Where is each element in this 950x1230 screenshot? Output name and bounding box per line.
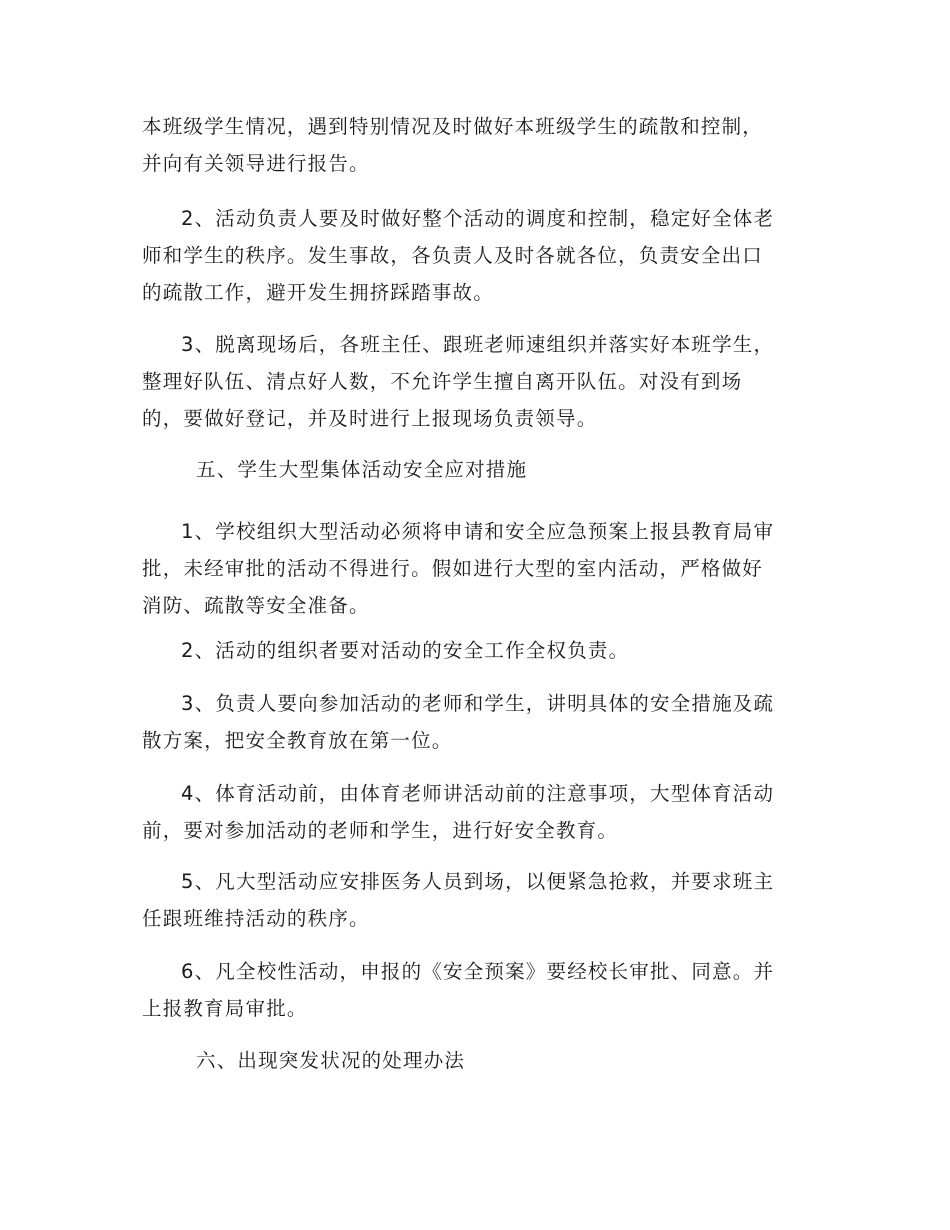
paragraph-5-3: [142, 685, 812, 759]
text-line: 批，未经审批的活动不得进行。假如进行大型的室内活动，严格做好: [142, 557, 764, 580]
text-line: 3、负责人要向参加活动的老师和学生，讲明具体的安全措施及疏: [181, 692, 775, 715]
text-line: 任跟班维持活动的秩序。: [142, 907, 370, 930]
text-line: 5、凡大型活动应安排医务人员到场，以便紧急抢救，并要求班主: [181, 870, 775, 893]
text-line: 整理好队伍、清点好人数，不允许学生擅自离开队伍。对没有到场: [142, 370, 743, 393]
paragraph-item-2: [142, 200, 812, 311]
paragraph-5-5: [142, 863, 812, 937]
heading-text: 五、学生大型集体活动安全应对措施: [196, 458, 528, 481]
text-line: 2、活动负责人要及时做好整个活动的调度和控制，稳定好全体老: [181, 207, 775, 230]
text-line: 4、体育活动前，由体育老师讲活动前的注意事项，大型体育活动: [181, 782, 775, 805]
text-line: 上报教育局审批。: [142, 997, 308, 1020]
paragraph-5-2: [142, 632, 812, 669]
text-line: 的，要做好登记，并及时进行上报现场负责领导。: [142, 407, 598, 430]
text-line: 2、活动的组织者要对活动的安全工作全权负责。: [181, 639, 630, 662]
section-heading-6: [142, 1042, 812, 1079]
section-heading-5: [142, 451, 812, 488]
paragraph-item-3: [142, 326, 812, 437]
text-line: 前，要对参加活动的老师和学生，进行好安全教育。: [142, 819, 619, 842]
text-line: 3、脱离现场后，各班主任、跟班老师速组织并落实好本班学生，: [181, 333, 775, 356]
text-line: 散方案，把安全教育放在第一位。: [142, 729, 453, 752]
text-line: 消防、疏散等安全准备。: [142, 594, 370, 617]
paragraph-5-6: [142, 953, 812, 1027]
paragraph-5-4: [142, 775, 812, 849]
text-line: 师和学生的秩序。发生事故，各负责人及时各就各位，负责安全出口: [142, 244, 764, 267]
heading-text: 六、出现突发状况的处理办法: [196, 1049, 466, 1072]
text-line: 本班级学生情况，遇到特别情况及时做好本班级学生的疏散和控制，: [142, 115, 764, 138]
paragraph-continuation: [142, 108, 812, 182]
text-line: 并向有关领导进行报告。: [142, 152, 370, 175]
paragraph-5-1: [142, 513, 812, 624]
text-line: 6、凡全校性活动，申报的《安全预案》要经校长审批、同意。并: [181, 960, 775, 983]
text-line: 1、学校组织大型活动必须将申请和安全应急预案上报县教育局审: [181, 520, 775, 543]
text-line: 的疏散工作，避开发生拥挤踩踏事故。: [142, 281, 494, 304]
